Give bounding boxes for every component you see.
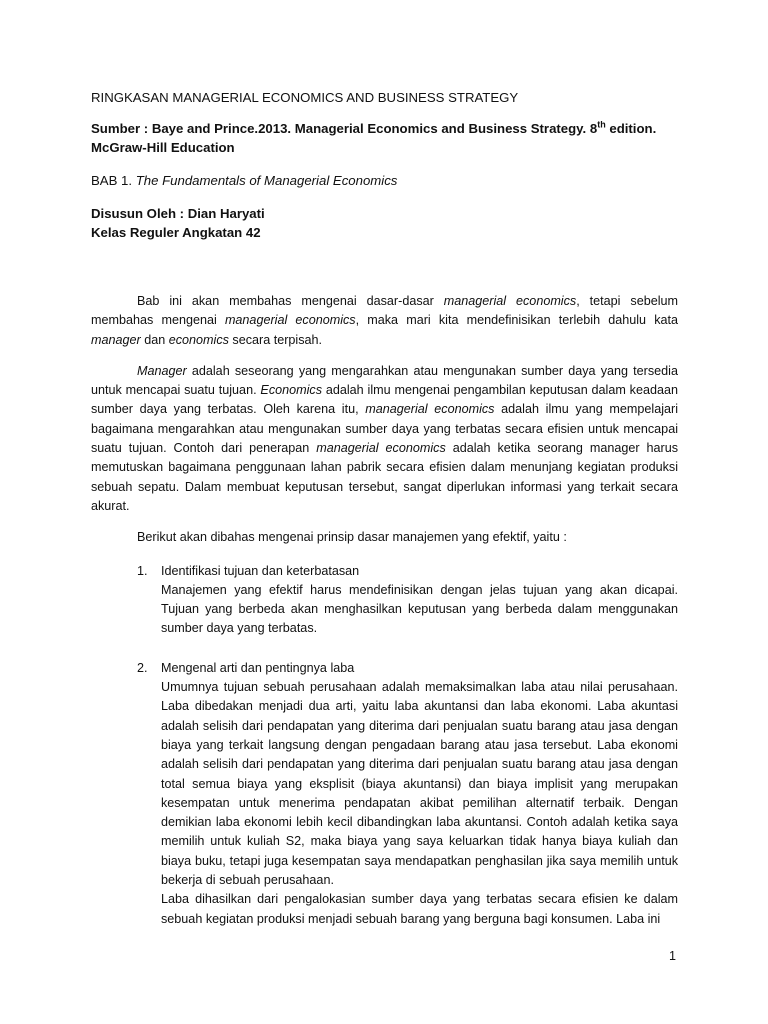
document-header: [91, 88, 708, 242]
italic-term: managerial economics: [443, 294, 577, 308]
text-span: , maka mari kita mendefinisikan terlebih dahulu kata: [355, 313, 679, 328]
list-item: [91, 562, 678, 639]
italic-term: Economics: [260, 383, 323, 398]
list-item-title: Identifikasi tujuan dan keterbatasan: [161, 563, 360, 578]
list-item-title: Mengenal arti dan pentingnya laba: [161, 660, 355, 675]
text-span: adalah seseorang yang mengarahkan atau mengunakan sumber daya yang tersedia untuk mencapai suatu tujuan.: [91, 363, 678, 398]
text-span: secara terpisah.: [228, 332, 323, 347]
list-item-text-continued: Laba dihasilkan dari pengalokasian sumber daya yang terbatas secara efisien ke dalam sebuah kegiatan produksi menjadi sebuah barang yang berguna bagi konsumen. Laba ini: [161, 892, 678, 926]
text-span: adalah ilmu mengenai pengambilan keputusan dalam keadaan sumber daya yang terbatas. Oleh karena itu,: [91, 383, 679, 417]
italic-term: economics: [168, 332, 229, 347]
chapter-label: BAB 1.: [91, 173, 136, 188]
author-line: Disusun Oleh : Dian Haryati: [91, 206, 265, 221]
source-line: [91, 119, 708, 138]
class-line: Kelas Reguler Angkatan 42: [91, 225, 261, 240]
text-span: adalah ilmu yang mempelajari bagaimana mengarahkan atau mengunakan sumber daya yang terbatas secara efisien untuk mencapai suatu tujuan. Contoh dari penerapan: [91, 402, 678, 456]
publisher-line: McGraw-Hill Education: [91, 140, 235, 155]
list-item-text: Manajemen yang efektif harus mendefinisikan dengan jelas tujuan yang akan dicapai. Tujuan yang berbeda akan menghasilkan keputusan yang berbeda dalam menggunakan sumber daya yang terbatas.: [161, 582, 678, 636]
document-body: [91, 292, 678, 949]
definition-paragraph: [91, 362, 678, 516]
principles-intro: Berikut akan dibahas mengenai prinsip dasar manajemen yang efektif, yaitu :: [137, 530, 567, 545]
list-item-text: Umumnya tujuan sebuah perusahaan adalah memaksimalkan laba atau nilai perusahaan. Laba dibedakan menjadi dua arti, yaitu laba akuntansi dan laba ekonomi. Laba akuntasi adalah selisih dari pendapatan yang diterima dari penjualan suatu barang atau jasa dengan biaya yang terkait langsung dengan pengadaan barang atau jasa tersebut. Laba ekonomi adalah selisih dari pendapatan yang diterima dari penjualan suatu barang atau jasa dengan total semua biaya yang eksplisit (biaya akuntansi) dan biaya implisit yang merupakan kesempatan untuk menerima pendapatan akibat pemilihan alternatif terbaik. Dengan demikian laba ekonomi lebih kecil dibandingkan laba akuntansi. Contoh adalah ketika saya memilih untuk kuliah S2, maka biaya yang saya keluarkan tidak hanya biaya kuliah dan biaya buku, tetapi juga kesempatan saya mendapatkan penghasilan jika saya memilih untuk bekerja di sebuah perusahaan.: [161, 680, 678, 888]
source-suffix: edition.: [605, 121, 657, 136]
italic-term: managerial economics: [316, 441, 446, 456]
edition-superscript: th: [597, 119, 606, 130]
italic-term: Manager: [137, 363, 187, 378]
chapter-title: The Fundamentals of Managerial Economics: [135, 173, 398, 188]
list-number: 2.: [137, 660, 148, 675]
page-number: 1: [668, 949, 676, 963]
text-span: , tetapi sebelum membahas mengenai: [91, 294, 679, 328]
intro-paragraph: [91, 292, 678, 350]
text-span: Bab ini akan membahas mengenai dasar-dasar: [137, 294, 444, 308]
chapter-heading: [91, 171, 708, 190]
italic-term: manager: [91, 332, 141, 347]
principles-list: [91, 562, 678, 929]
text-span: adalah ketika seorang manager harus memutuskan bagaimana penggunaan lahan pabrik secara efisien dalam menunjang kegiatan produksi sebuah sepatu. Dalam membuat keputusan tersebut, sangat diperlukan informasi yang terkait secara akurat.: [91, 441, 679, 513]
list-item: [91, 659, 678, 929]
text-span: dan: [140, 332, 169, 347]
document-title: RINGKASAN MANAGERIAL ECONOMICS AND BUSINESS STRATEGY: [91, 90, 519, 105]
italic-term: managerial economics: [224, 313, 356, 328]
italic-term: managerial economics: [365, 402, 495, 417]
source-prefix: Sumber : Baye and Prince.2013. Managerial Economics and Business Strategy. 8: [91, 121, 598, 136]
list-number: 1.: [137, 563, 148, 578]
